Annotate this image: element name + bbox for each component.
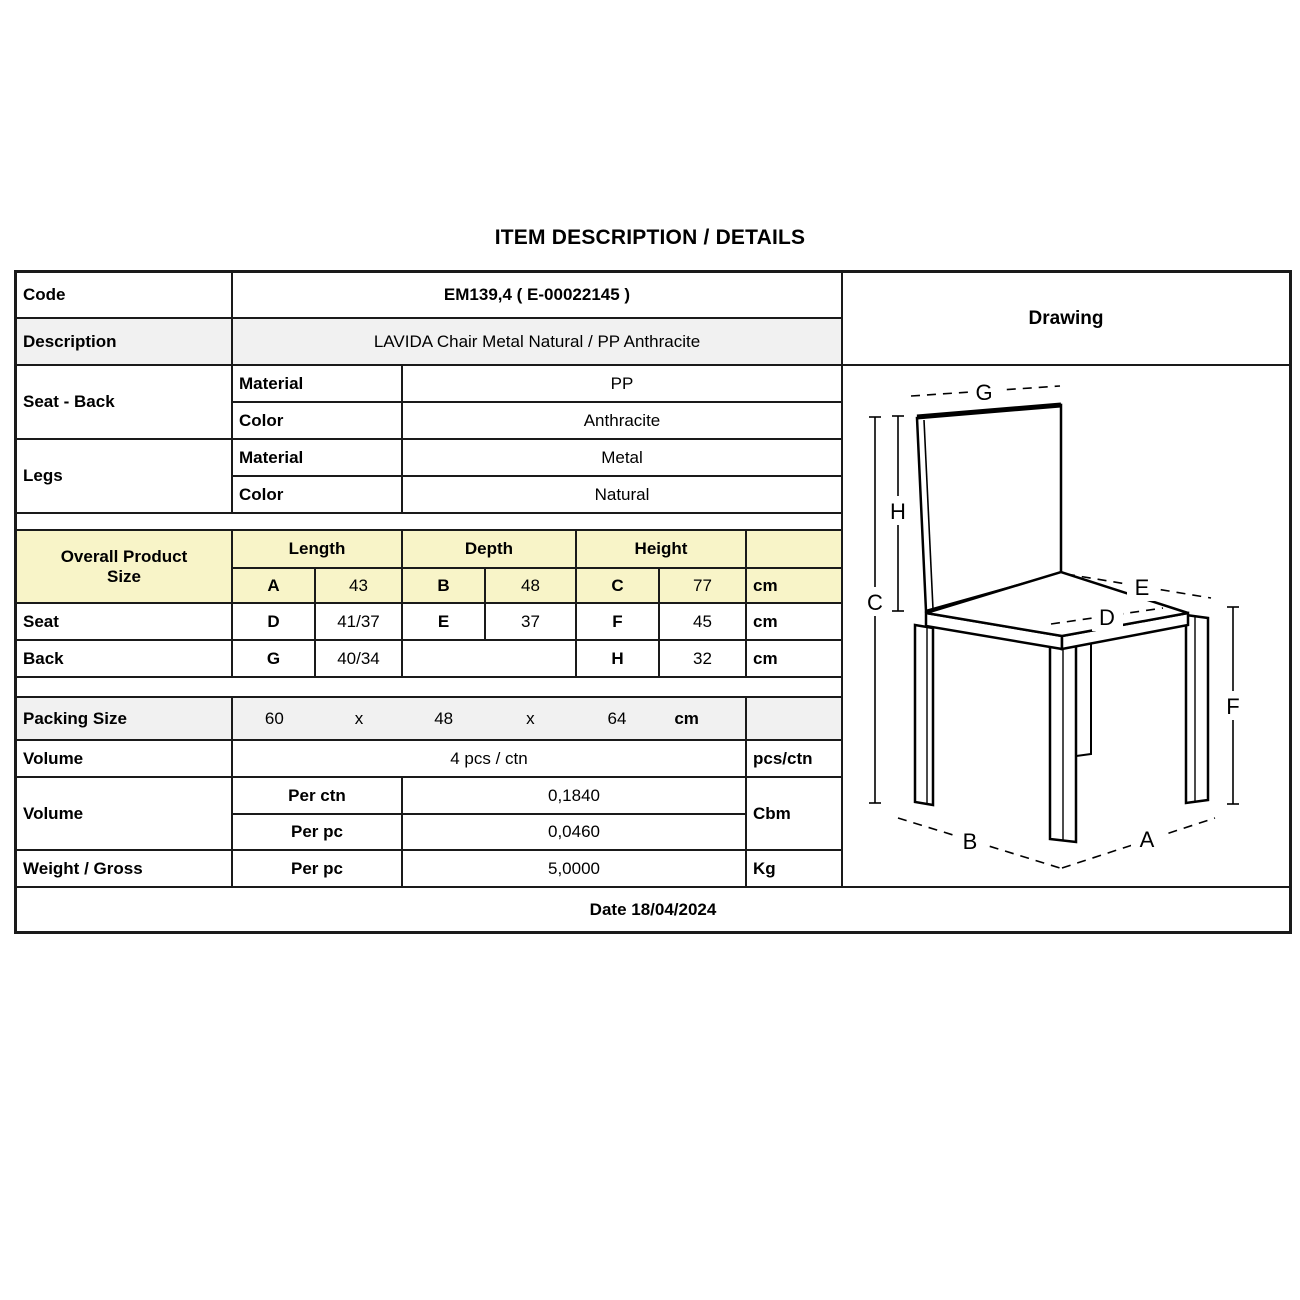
volume-cbm-label: Volume [17,778,233,851]
dim-label-f: F [1226,694,1240,719]
chair-right-leg [1186,615,1208,803]
seat-back-color-label: Color [233,403,403,440]
legs-material-value: Metal [403,440,843,477]
volume-pcs-value: 4 pcs / ctn [233,741,747,778]
packing-unit: cm [674,708,699,728]
length-header: Length [233,531,403,569]
back-h-value: 32 [660,641,747,678]
back-g-key: G [233,641,316,678]
dim-line-b [898,818,1060,868]
drawing-panel [843,366,1289,888]
volume-pcs-unit: pcs/ctn [747,741,843,778]
volume-pcs-label: Volume [17,741,233,778]
dim-line-h [888,416,909,611]
code-value: EM139,4 ( E-00022145 ) [233,273,843,319]
volume-per-ctn-value: 0,1840 [403,778,747,815]
dim-label-b: B [962,829,978,854]
legs-material-label: Material [233,440,403,477]
back-row-label: Back [17,641,233,678]
seat-back-material-label: Material [233,366,403,403]
weight-unit: Kg [747,851,843,888]
overall-c-key: C [577,569,660,604]
packing-dim1: 60 [264,708,284,728]
legs-color-value: Natural [403,477,843,514]
back-empty-cell [403,641,577,678]
dim-line-f [1223,607,1244,804]
overall-b-key: B [403,569,486,604]
dim-label-c: C [867,590,883,615]
packing-dim3: 64 [607,708,627,728]
header-unit-empty-cell [747,531,843,569]
packing-sep2: x [526,708,535,728]
volume-per-pc-value: 0,0460 [403,815,747,851]
weight-value: 5,0000 [403,851,747,888]
dim-label-h: H [890,499,906,524]
dim-line-a [1062,818,1215,868]
overall-size-label [17,531,233,604]
seat-back-label: Seat - Back [17,366,233,440]
packing-size-values [233,698,747,741]
back-h-key: H [577,641,660,678]
back-unit: cm [747,641,843,678]
overall-unit: cm [747,569,843,604]
volume-per-pc-label: Per pc [233,815,403,851]
description-label: Description [17,319,233,366]
back-g-value: 40/34 [316,641,403,678]
legs-label: Legs [17,440,233,514]
seat-d-value: 41/37 [316,604,403,641]
seat-unit: cm [747,604,843,641]
dim-label-a: A [1139,827,1155,852]
dim-label-d: D [1099,605,1115,630]
legs-color-label: Color [233,477,403,514]
spacer-row [17,678,843,698]
packing-dim2: 48 [434,708,454,728]
seat-e-value: 37 [486,604,577,641]
dim-line-c [865,417,886,803]
chair-left-leg [915,625,933,805]
height-header: Height [577,531,747,569]
overall-a-key: A [233,569,316,604]
code-label: Code [17,273,233,319]
overall-c-value: 77 [660,569,747,604]
weight-label: Weight / Gross [17,851,233,888]
dim-label-e: E [1134,575,1150,600]
drawing-panel-title: Drawing [843,273,1289,366]
volume-per-ctn-label: Per ctn [233,778,403,815]
spacer-row [17,514,843,531]
overall-b-value: 48 [486,569,577,604]
seat-f-value: 45 [660,604,747,641]
dim-line-g [911,376,1060,406]
overall-size-label-line1: Overall Product [60,546,188,566]
seat-e-key: E [403,604,486,641]
spec-table [14,270,1292,934]
packing-empty-cell [747,698,843,741]
overall-size-label-line2: Size [106,566,142,586]
volume-cbm-unit: Cbm [747,778,843,851]
chair-technical-drawing [843,366,1289,887]
seat-f-key: F [577,604,660,641]
page-title: ITEM DESCRIPTION / DETAILS [494,226,806,249]
dim-label-g: G [975,380,993,405]
weight-per-pc-label: Per pc [233,851,403,888]
seat-row-label: Seat [17,604,233,641]
packing-size-label: Packing Size [17,698,233,741]
packing-sep1: x [354,708,364,728]
date-row: Date 18/04/2024 [17,888,1289,931]
overall-a-value: 43 [316,569,403,604]
description-value: LAVIDA Chair Metal Natural / PP Anthracite [233,319,843,366]
depth-header: Depth [403,531,577,569]
seat-back-color-value: Anthracite [403,403,843,440]
seat-back-material-value: PP [403,366,843,403]
seat-d-key: D [233,604,316,641]
